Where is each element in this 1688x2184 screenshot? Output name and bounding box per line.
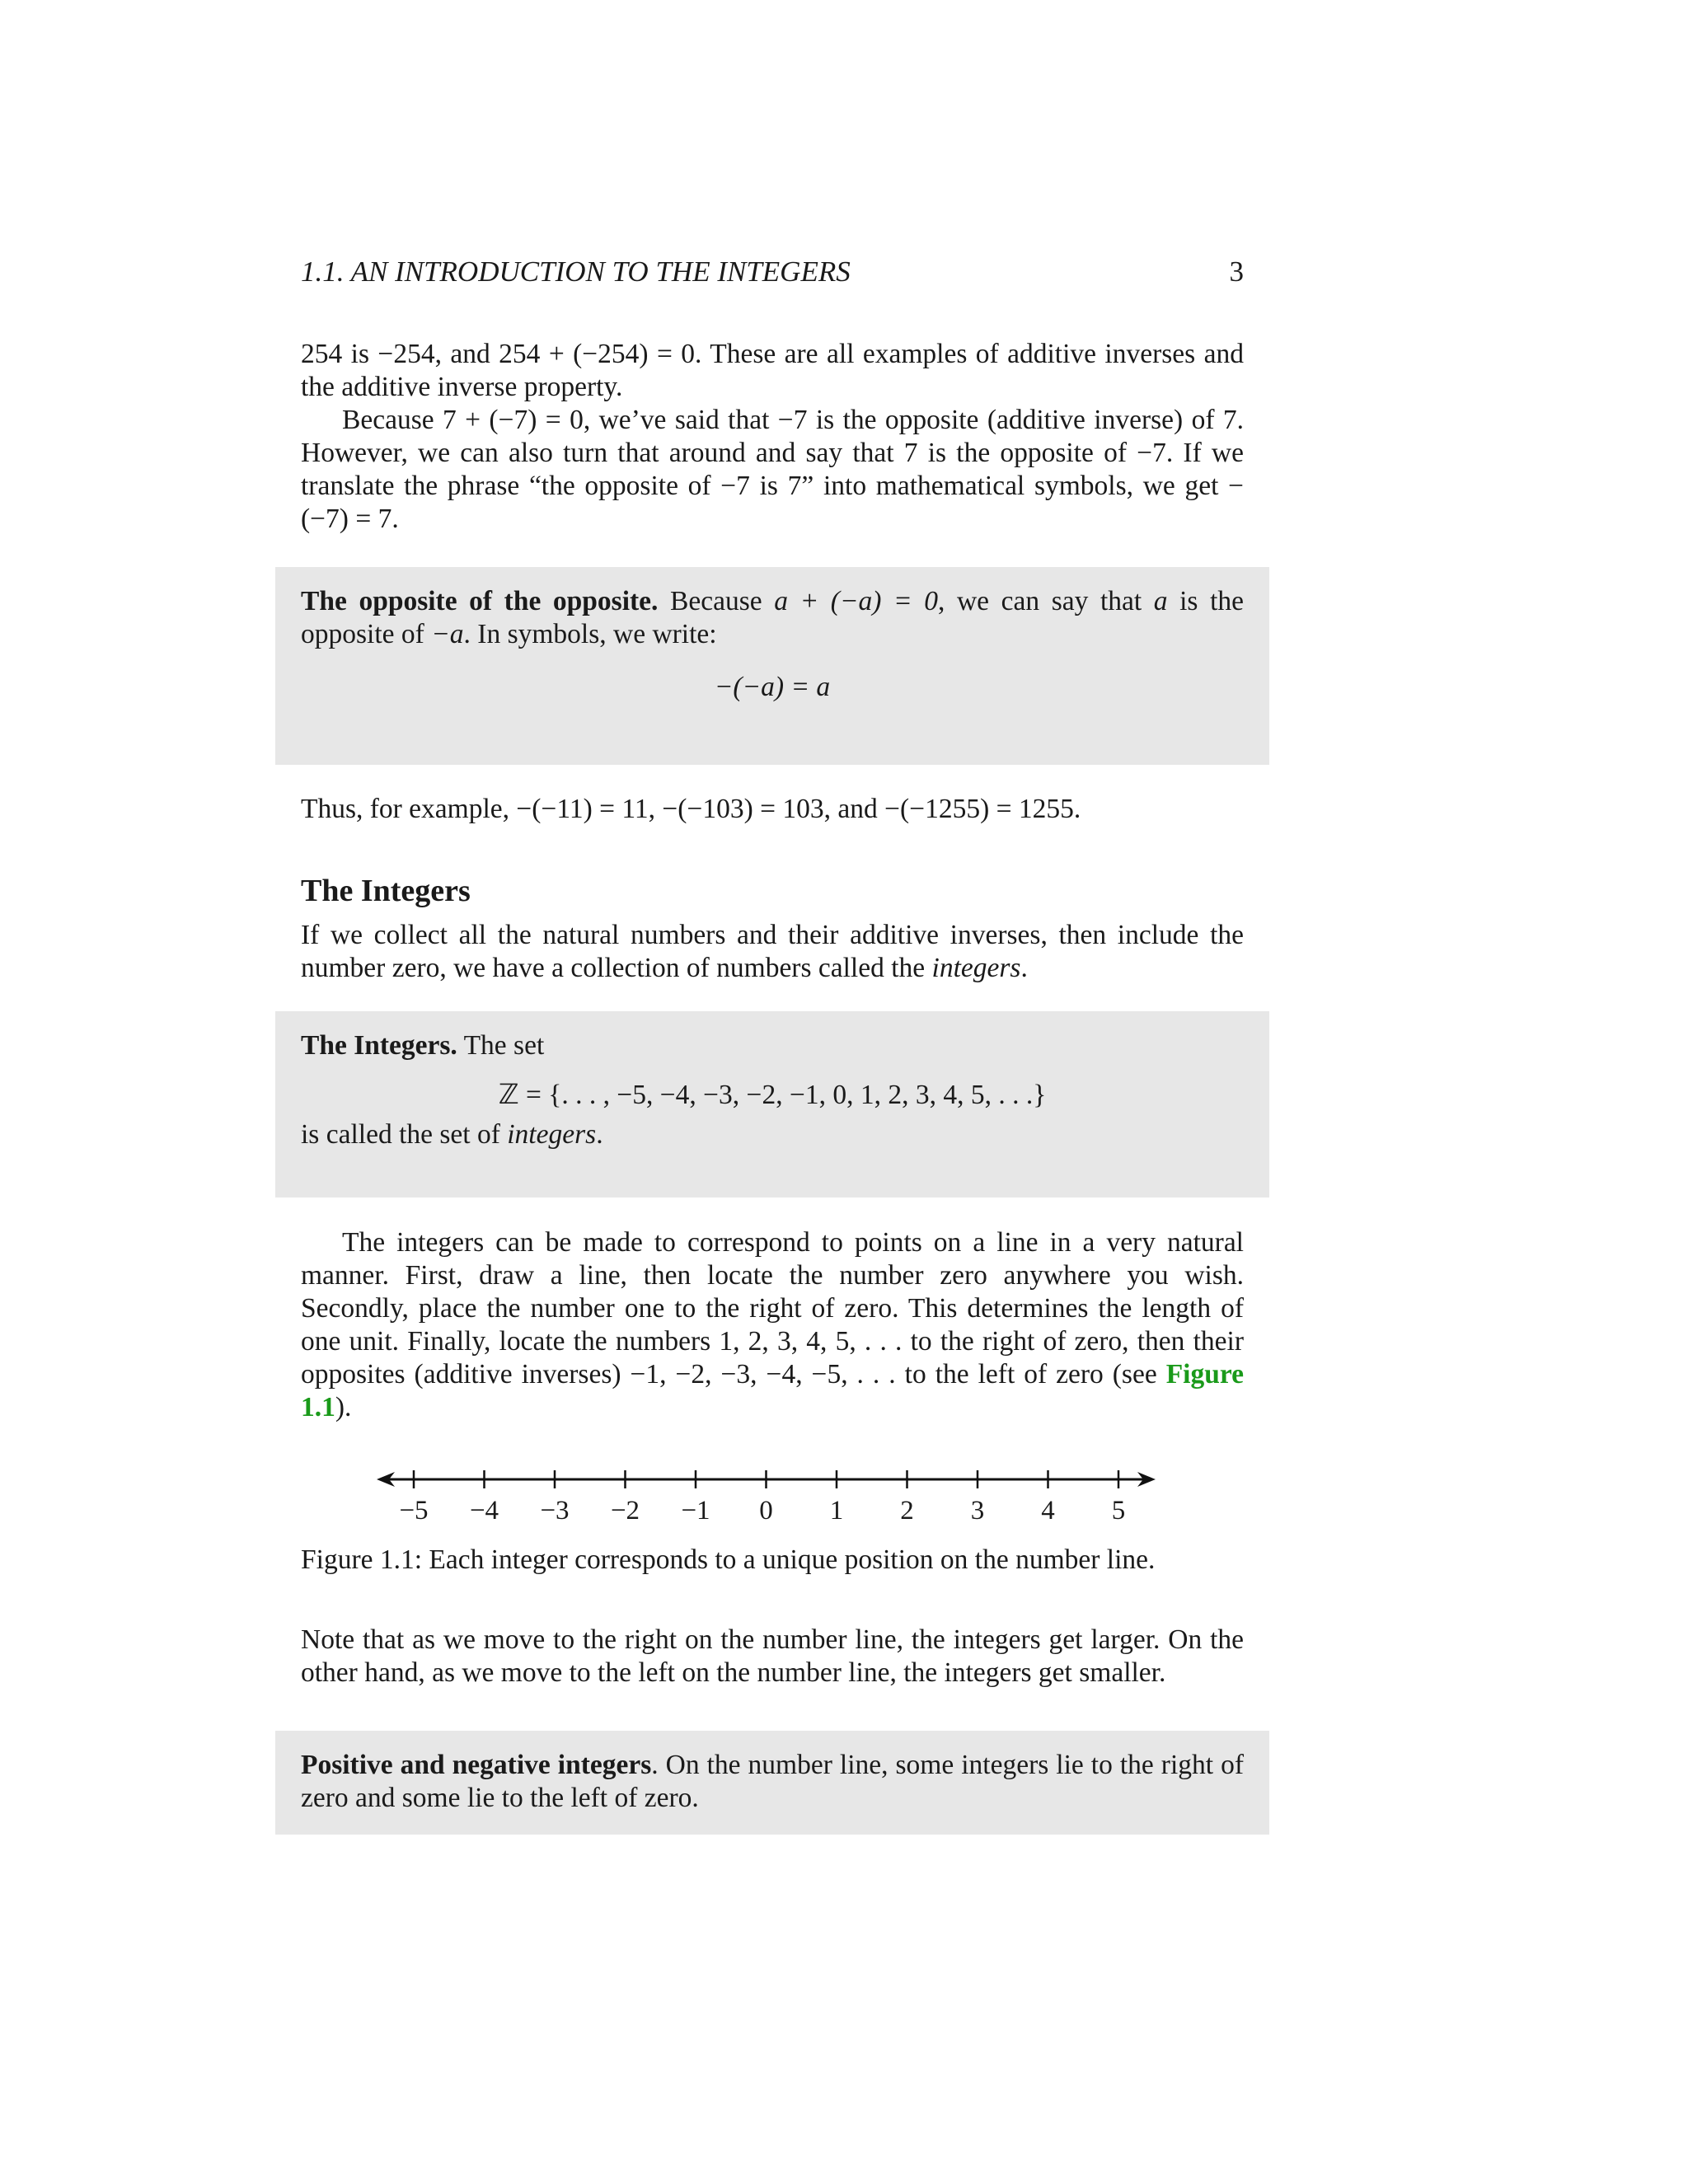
definition-box-integers: [275, 1011, 1269, 1197]
definition-integers-title: The Integers.: [301, 1030, 457, 1061]
math-expression: −a: [431, 619, 464, 649]
definition-text: . On the number line, some integers lie to the right of zero and some lie to the left of zero.: [301, 1750, 1244, 1813]
paragraph-examples: [301, 793, 1244, 826]
definition-positive-negative-paragraph: [301, 1749, 1244, 1815]
header-section-title: 1.1. AN INTRODUCTION TO THE INTEGERS: [301, 255, 851, 288]
number-line-label: 3: [970, 1496, 985, 1526]
number-line-label: −1: [681, 1496, 710, 1526]
math-variable: a: [1153, 586, 1168, 616]
paragraph-additive-inverses: 254 is −254, and 254 + (−254) = 0. These are all examples of additive inverses and the additive inverse property.: [301, 339, 1244, 402]
body-text-top: [301, 338, 1244, 536]
definition-opposite-paragraph: [301, 585, 1244, 651]
running-header: [301, 254, 1244, 290]
definition-box-positive-negative: [275, 1731, 1269, 1835]
number-line-label: 4: [1041, 1496, 1055, 1526]
number-line-label: −3: [540, 1496, 570, 1526]
explanation-text: The integers can be made to correspond to points on a line in a very natural manner. First, draw a line, then locate the number zero anywhere you wish. Secondly, place the number one to the right of zero. This determines the length of one unit. Finally, locate the numbers 1, 2, 3, 4, 5, . . . to the right of zero, then their opposites (additive inverses) −1, −2, −3, −4, −5, . . . to the left of zero (see: [301, 1227, 1244, 1390]
definition-integers-paragraph: [301, 1029, 1244, 1062]
definition-text: , we can say that: [937, 586, 1154, 616]
definition-box-opposite: [275, 567, 1269, 765]
definition-box-positive-negative-text: [301, 1749, 1244, 1815]
page-number: 3: [1229, 255, 1244, 288]
math-expression: a + (−a) = 0: [774, 586, 938, 616]
examples-text: Thus, for example, −(−11) = 11, −(−103) = 103, and −(−1255) = 1255.: [301, 794, 1081, 824]
number-line-group: [377, 1470, 1156, 1526]
intro-text: If we collect all the natural numbers and their additive inverses, then include the number zero, we have a collection of numbers called the: [301, 920, 1244, 983]
paragraph-number-line: [301, 1226, 1244, 1424]
display-equation-opposite: −(−a) = a: [714, 672, 831, 702]
number-line-label: −4: [469, 1496, 499, 1526]
display-set-of-integers: ℤ = {. . . , −5, −4, −3, −2, −1, 0, 1, 2, 3, 4, 5, . . .}: [498, 1080, 1047, 1110]
number-line-label: 5: [1111, 1496, 1126, 1526]
definition-box-integers-text: [301, 1029, 1244, 1151]
figure-caption: Figure 1.1: Each integer corresponds to a unique position on the number line.: [301, 1544, 1156, 1575]
number-line-label: 1: [829, 1496, 844, 1526]
ordering-text: Note that as we move to the right on the number line, the integers get larger. On the other hand, as we move to the left on the number line, the integers get smaller.: [301, 1624, 1244, 1688]
definition-text: .: [596, 1119, 603, 1150]
definition-text: . In symbols, we write:: [463, 619, 717, 649]
intro-text: .: [1020, 953, 1028, 983]
definition-text: is called the set of: [301, 1119, 508, 1150]
explanation-text: ).: [335, 1392, 352, 1422]
figure-reference-link[interactable]: Figure 1.1: [301, 1359, 1244, 1422]
definition-positive-negative-title: Positive and negative integers: [301, 1750, 652, 1780]
section-heading-integers: The Integers: [301, 874, 471, 908]
emphasis-integers: integers: [931, 953, 1021, 983]
definition-opposite-title: The opposite of the opposite.: [301, 586, 659, 616]
number-line-label: 0: [759, 1496, 773, 1526]
definition-text: The set: [457, 1030, 545, 1061]
number-line-figure: [363, 1455, 1170, 1529]
number-line-explanation: [301, 1226, 1244, 1424]
number-line-label: 2: [900, 1496, 914, 1526]
definition-box-opposite-text: [301, 585, 1244, 704]
definition-text: is the opposite of: [301, 586, 1244, 649]
paragraph-integers-intro: [301, 919, 1244, 985]
integers-intro-text: [301, 919, 1244, 985]
paragraph-ordering: [301, 1624, 1244, 1690]
definition-text: Because: [658, 586, 775, 616]
number-line-label: −2: [610, 1496, 640, 1526]
number-line-label: −5: [399, 1496, 429, 1526]
emphasis-integers: integers: [507, 1119, 597, 1150]
paragraph-opposite-of-seven: Because 7 + (−7) = 0, we’ve said that −7 is the opposite (additive inverse) of 7. However, we can also turn that around and say that 7 is the opposite of −7. If we translate the phrase “the opposite of −7 is 7” into mathematical symbols, we get −(−7) = 7.: [301, 405, 1244, 534]
definition-integers-closing: [301, 1118, 1244, 1151]
